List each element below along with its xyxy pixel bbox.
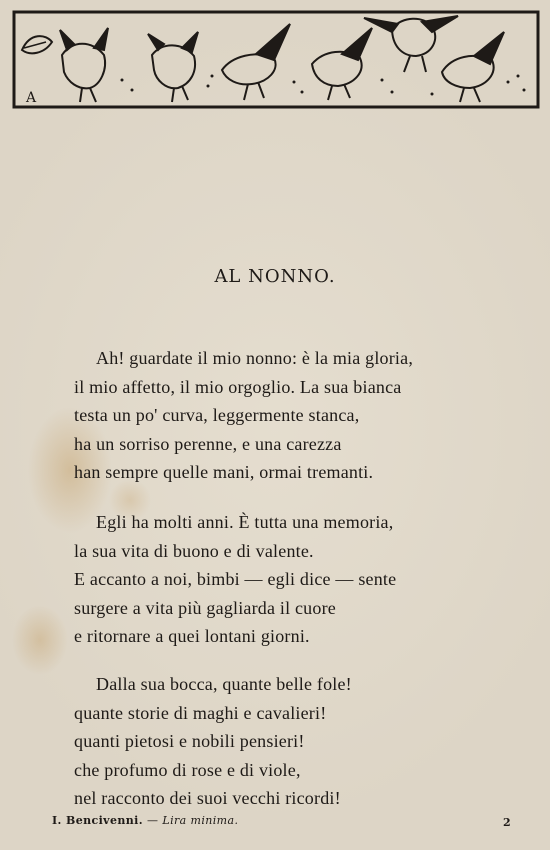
footer-author: I. Bencivenni. [52,814,143,827]
signature-mark: 2 [503,816,511,829]
poem-line: Ah! guardate il mio nonno: è la mia gloria, [96,348,414,368]
poem-line: quante storie di maghi e cavalieri! [74,702,327,723]
header-illustration [12,10,540,110]
poem-line: Dalla sua bocca, quante belle fole! [96,674,352,694]
poem-line: il mio affetto, il mio orgoglio. La sua bianca [74,376,402,397]
poem-line: surgere a vita più gagliarda il cuore [74,597,336,618]
stanza-1 [74,344,534,487]
monogram-text: A [26,90,37,106]
poem-line: han sempre quelle mani, ormai tremanti. [74,462,374,482]
poem-line: nel racconto dei suoi vecchi ricordi! [74,788,341,808]
footer-work-title: Lira minima. [162,814,239,827]
poem-title: AL NONNO. [214,266,336,287]
stanza-2 [74,508,534,651]
footer-separator: — [146,814,159,827]
poem-line: la sua vita di buono e di valente. [74,540,314,561]
poem-line: e ritornare a quei lontani giorni. [74,626,310,646]
stanza-3 [74,670,534,813]
poem-line: che profumo di rose e di viole, [74,759,301,780]
poem-line: Egli ha molti anni. È tutta una memoria, [96,512,394,532]
poem-line: ha un sorriso perenne, e una carezza [74,433,342,454]
birds-pecking-illustration-icon [12,10,540,110]
poem-line: E accanto a noi, bimbi — egli dice — sente [74,569,397,589]
poem-line: testa un po' curva, leggermente stanca, [74,405,360,425]
page-footer-credit [52,814,238,827]
poem-line: quanti pietosi e nobili pensieri! [74,731,305,751]
